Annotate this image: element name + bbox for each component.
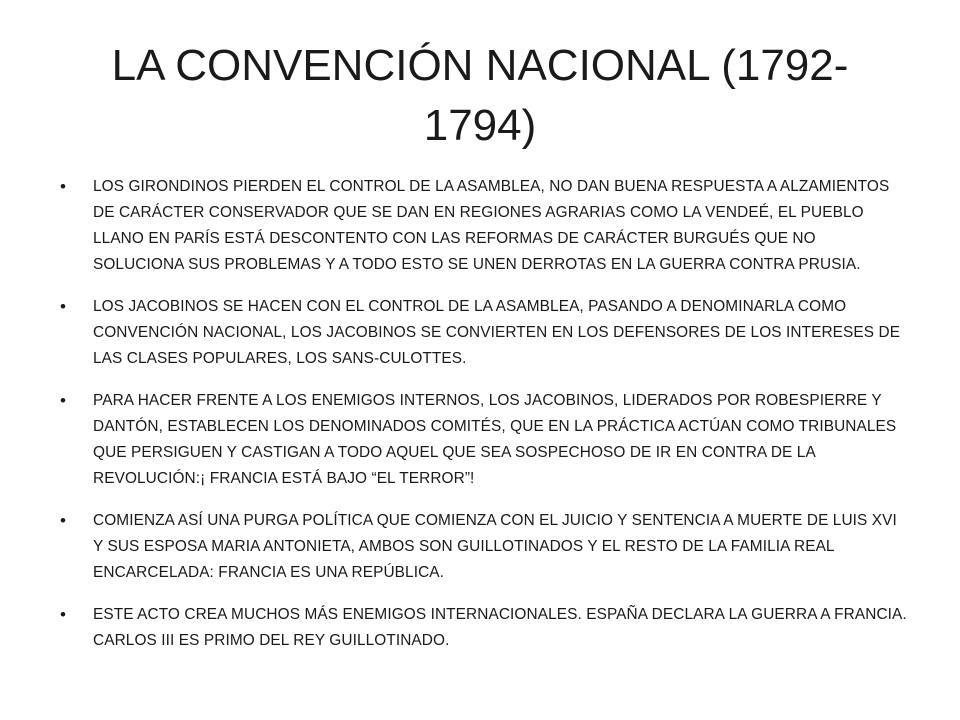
bullet-item bbox=[60, 508, 910, 586]
bullet-dot-icon: • bbox=[60, 177, 67, 196]
bullet-item bbox=[60, 602, 910, 654]
bullet-text: COMIENZA ASÍ UNA PURGA POLÍTICA QUE COMIENZA CON EL JUICIO Y SENTENCIA A MUERTE DE LUIS XVI Y SUS ESPOSA MARIA ANTONIETA, AMBOS SON GUILLOTINADOS Y EL RESTO DE LA FAMILIA REAL ENCARCELADA: FRANCIA ES UNA REPÚBLICA. bbox=[93, 512, 897, 581]
bullet-dot-icon: • bbox=[60, 391, 67, 410]
bullet-list bbox=[60, 174, 910, 670]
bullet-dot-icon: • bbox=[60, 297, 67, 316]
bullet-item bbox=[60, 294, 910, 372]
bullet-dot-icon: • bbox=[60, 511, 67, 530]
bullet-dot-icon: • bbox=[60, 605, 67, 624]
bullet-text: LOS JACOBINOS SE HACEN CON EL CONTROL DE LA ASAMBLEA, PASANDO A DENOMINARLA COMO CONVENCIÓN NACIONAL, LOS JACOBINOS SE CONVIERTEN EN LOS DEFENSORES DE LOS INTERESES DE LAS CLASES POPULARES, LOS SANS-CULOTTES. bbox=[93, 298, 901, 367]
bullet-item bbox=[60, 388, 910, 492]
bullet-text: LOS GIRONDINOS PIERDEN EL CONTROL DE LA ASAMBLEA, NO DAN BUENA RESPUESTA A ALZAMIENTOS DE CARÁCTER CONSERVADOR QUE SE DAN EN REGIONES AGRARIAS COMO LA VENDEÉ, EL PUEBLO LLANO EN PARÍS ESTÁ DESCONTENTO CON LAS REFORMAS DE CARÁCTER BURGUÉS QUE NO SOLUCIONA SUS PROBLEMAS Y A TODO ESTO SE UNEN DERROTAS EN LA GUERRA CONTRA PRUSIA. bbox=[93, 178, 890, 273]
bullet-text: PARA HACER FRENTE A LOS ENEMIGOS INTERNOS, LOS JACOBINOS, LIDERADOS POR ROBESPIERRE Y DANTÓN, ESTABLECEN LOS DENOMINADOS COMITÉS, QUE EN LA PRÁCTICA ACTÚAN COMO TRIBUNALES QUE PERSIGUEN Y CASTIGAN A TODO AQUEL QUE SEA SOSPECHOSO DE IR EN CONTRA DE LA REVOLUCIÓN:¡ FRANCIA ESTÁ BAJO “EL TERROR”! bbox=[93, 392, 897, 487]
slide-title: LA CONVENCIÓN NACIONAL (1792-1794) bbox=[111, 41, 849, 150]
bullet-item bbox=[60, 174, 910, 278]
bullet-text: ESTE ACTO CREA MUCHOS MÁS ENEMIGOS INTERNACIONALES. ESPAÑA DECLARA LA GUERRA A FRANCIA. CARLOS III ES PRIMO DEL REY GUILLOTINADO. bbox=[93, 606, 907, 649]
